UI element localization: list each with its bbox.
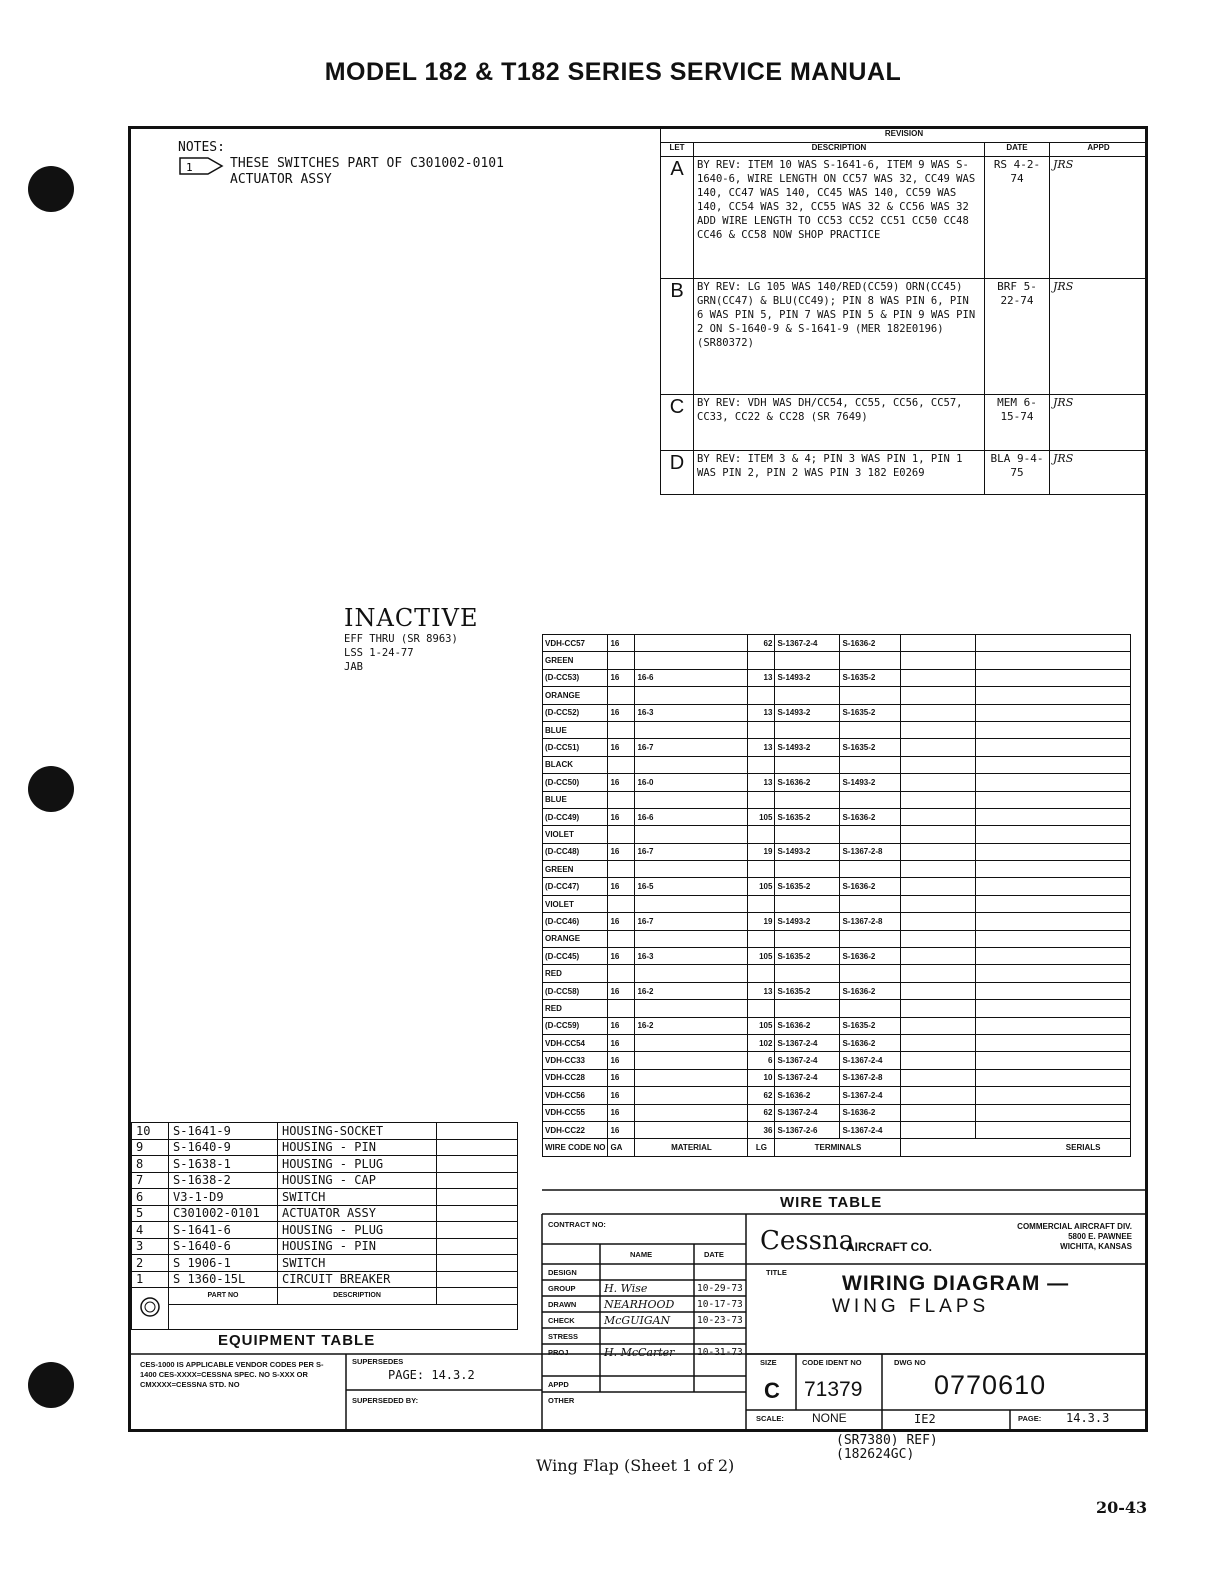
sign-row-date: 10-31-73 — [697, 1347, 743, 1358]
wire-cell: 13 — [748, 982, 775, 999]
equipment-cell: HOUSING - CAP — [278, 1172, 437, 1189]
revision-approval: JRS — [1050, 157, 1148, 279]
revision-approval: JRS — [1050, 279, 1148, 395]
equipment-cell: S 1906-1 — [169, 1255, 278, 1272]
wire-cell: S-1367-2-4 — [840, 1087, 901, 1104]
equipment-cell: 10 — [132, 1123, 169, 1140]
company-logo: Cessna — [760, 1226, 855, 1256]
note-line-2: ACTUATOR ASSY — [230, 172, 332, 187]
address-line-1: 5800 E. PAWNEE — [1068, 1232, 1132, 1241]
wire-cell: S-1635-2 — [775, 982, 840, 999]
figure-caption: Wing Flap (Sheet 1 of 2) — [536, 1456, 735, 1475]
revision-col-appd: APPD — [1050, 143, 1148, 157]
wire-cell: 16 — [608, 843, 635, 860]
wire-cell: S-1367-2-4 — [775, 635, 840, 652]
wire-cell: 102 — [748, 1034, 775, 1051]
wire-cell: 16-6 — [635, 808, 748, 825]
wire-cell: S-1635-2 — [840, 739, 901, 756]
wire-cell: 19 — [748, 913, 775, 930]
wire-cell: GREEN — [543, 652, 608, 669]
equipment-cell: 2 — [132, 1255, 169, 1272]
wire-cell: 13 — [748, 774, 775, 791]
wire-cell: ORANGE — [543, 687, 608, 704]
equipment-cell: S-1640-6 — [169, 1238, 278, 1255]
wire-col-code: WIRE CODE NO — [543, 1139, 608, 1156]
equipment-cell: ACTUATOR ASSY — [278, 1205, 437, 1222]
wire-cell: (D-CC52) — [543, 704, 608, 721]
page-number: 20-43 — [1096, 1498, 1148, 1517]
wire-cell: (D-CC59) — [543, 1017, 608, 1034]
wire-cell: 16 — [608, 982, 635, 999]
company-suffix: AIRCRAFT CO. — [846, 1240, 932, 1254]
wire-cell: 62 — [748, 1104, 775, 1121]
date-label: DATE — [704, 1250, 724, 1259]
wire-cell: (D-CC58) — [543, 982, 608, 999]
equipment-table-title: EQUIPMENT TABLE — [218, 1332, 376, 1349]
flag-note-number: 1 — [186, 161, 193, 174]
inactive-line-2: LSS 1-24-77 — [344, 647, 414, 659]
wire-cell: S-1493-2 — [775, 843, 840, 860]
sign-row-label: APPD — [548, 1380, 569, 1389]
sign-row-date: 10-29-73 — [697, 1283, 743, 1294]
equipment-cell: 9 — [132, 1139, 169, 1156]
wire-cell: RED — [543, 965, 608, 982]
supersedes-value: PAGE: 14.3.2 — [388, 1368, 475, 1382]
wire-cell: 16 — [608, 913, 635, 930]
wire-cell: 16-7 — [635, 913, 748, 930]
wire-cell: S-1367-2-8 — [840, 843, 901, 860]
wire-cell: 16 — [608, 1087, 635, 1104]
address-line-2: WICHITA, KANSAS — [1060, 1242, 1132, 1251]
equipment-cell: SWITCH — [278, 1189, 437, 1206]
size-value: C — [764, 1378, 780, 1403]
wire-cell: 13 — [748, 739, 775, 756]
wire-cell: S-1635-2 — [775, 878, 840, 895]
wire-cell: 16 — [608, 1052, 635, 1069]
revision-date: BRF 5-22-74 — [985, 279, 1050, 395]
sign-row-label: DRAWN — [548, 1300, 577, 1309]
page-title: MODEL 182 & T182 SERIES SERVICE MANUAL — [324, 58, 902, 86]
wire-cell: (D-CC51) — [543, 739, 608, 756]
wire-cell: 6 — [748, 1052, 775, 1069]
scale-value: NONE — [812, 1411, 847, 1425]
equipment-cell: HOUSING - PLUG — [278, 1156, 437, 1173]
wire-cell: 16 — [608, 635, 635, 652]
drawing-title-line-2: WING FLAPS — [832, 1296, 990, 1317]
wire-cell: 16-5 — [635, 878, 748, 895]
equipment-cell: 1 — [132, 1271, 169, 1288]
wire-cell: 10 — [748, 1069, 775, 1086]
equipment-cell: HOUSING - PLUG — [278, 1222, 437, 1239]
equipment-cell: S 1360-15L — [169, 1271, 278, 1288]
code-ident-label: CODE IDENT NO — [802, 1358, 862, 1367]
wire-cell: 16-3 — [635, 948, 748, 965]
sign-row-label: CHECK — [548, 1316, 575, 1325]
revision-date: BLA 9-4-75 — [985, 451, 1050, 495]
ref-note-line-1: (SR7380) REF) — [836, 1433, 938, 1448]
wire-cell: 16-7 — [635, 843, 748, 860]
size-label: SIZE — [760, 1358, 777, 1367]
division: COMMERCIAL AIRCRAFT DIV. — [1017, 1222, 1132, 1231]
equipment-cell: 8 — [132, 1156, 169, 1173]
sign-row-name: McGUIGAN — [604, 1314, 671, 1327]
wire-cell: VDH-CC57 — [543, 635, 608, 652]
wire-cell: S-1635-2 — [840, 669, 901, 686]
wire-cell: 16 — [608, 739, 635, 756]
wire-cell: S-1493-2 — [840, 774, 901, 791]
equipment-cell: HOUSING - PIN — [278, 1238, 437, 1255]
revision-letter: C — [661, 395, 694, 451]
inactive-line-3: JAB — [344, 661, 363, 673]
notes-label: NOTES: — [178, 140, 225, 155]
wire-cell: 16 — [608, 878, 635, 895]
wire-cell: S-1636-2 — [840, 948, 901, 965]
wire-cell: BLACK — [543, 756, 608, 773]
ref-note — [836, 1434, 938, 1462]
company-address — [948, 1222, 1132, 1252]
wire-cell: 16 — [608, 669, 635, 686]
dwg-no-value: 0770610 — [934, 1370, 1047, 1400]
revision-approval: JRS — [1050, 451, 1148, 495]
title-label: TITLE — [766, 1268, 787, 1277]
wire-cell: S-1636-2 — [840, 1034, 901, 1051]
wire-cell: VDH-CC55 — [543, 1104, 608, 1121]
wire-cell: 16 — [608, 808, 635, 825]
equipment-cell: CIRCUIT BREAKER — [278, 1271, 437, 1288]
wire-cell: 16 — [608, 704, 635, 721]
wire-col-terminals: TERMINALS — [775, 1139, 901, 1156]
equipment-cell: S-1638-2 — [169, 1172, 278, 1189]
wire-cell: S-1635-2 — [840, 704, 901, 721]
wire-cell: VDH-CC56 — [543, 1087, 608, 1104]
wire-col-serials: SERIALS — [901, 1139, 1131, 1156]
wire-cell: 16 — [608, 1121, 635, 1138]
wire-cell: S-1367-2-4 — [840, 1121, 901, 1138]
wire-col-material: MATERIAL — [635, 1139, 748, 1156]
revision-date: RS 4-2-74 — [985, 157, 1050, 279]
equipment-cell: S-1641-9 — [169, 1123, 278, 1140]
equipment-cell: 6 — [132, 1189, 169, 1206]
wire-cell: (D-CC49) — [543, 808, 608, 825]
wire-cell: 105 — [748, 878, 775, 895]
contract-label: CONTRACT NO: — [548, 1220, 606, 1229]
wire-cell: S-1636-2 — [775, 1087, 840, 1104]
equipment-cell: S-1638-1 — [169, 1156, 278, 1173]
wire-cell: (D-CC46) — [543, 913, 608, 930]
wire-cell: (D-CC53) — [543, 669, 608, 686]
revision-title: REVISION — [661, 129, 1148, 143]
sign-row-label: DESIGN — [548, 1268, 577, 1277]
wire-cell: ORANGE — [543, 930, 608, 947]
sign-row-label: STRESS — [548, 1332, 579, 1341]
wire-cell: S-1636-2 — [775, 1017, 840, 1034]
wire-cell: 16 — [608, 774, 635, 791]
revision-col-date: DATE — [985, 143, 1050, 157]
equipment-cell: 3 — [132, 1238, 169, 1255]
wire-cell: S-1493-2 — [775, 739, 840, 756]
revision-description: BY REV: ITEM 3 & 4; PIN 3 WAS PIN 1, PIN 1 WAS PIN 2, PIN 2 WAS PIN 3 182 E0269 — [694, 451, 985, 495]
wire-cell: 13 — [748, 704, 775, 721]
wire-cell: 16-2 — [635, 1017, 748, 1034]
wire-cell: 16-0 — [635, 774, 748, 791]
wire-cell: S-1635-2 — [775, 808, 840, 825]
wire-cell: S-1367-2-4 — [775, 1052, 840, 1069]
equipment-cell: C301002-0101 — [169, 1205, 278, 1222]
wire-cell: VDH-CC54 — [543, 1034, 608, 1051]
wire-cell: S-1636-2 — [840, 878, 901, 895]
page-value: 14.3.3 — [1066, 1411, 1110, 1425]
wire-cell: BLUE — [543, 721, 608, 738]
wire-cell: S-1367-2-4 — [775, 1104, 840, 1121]
equipment-cell: V3-1-D9 — [169, 1189, 278, 1206]
wire-cell: 13 — [748, 669, 775, 686]
ie-value: IE2 — [914, 1412, 936, 1426]
equipment-cell: SWITCH — [278, 1255, 437, 1272]
wire-cell: S-1636-2 — [840, 808, 901, 825]
wire-cell: GREEN — [543, 861, 608, 878]
wire-cell: 16-7 — [635, 739, 748, 756]
superseded-by-label: SUPERSEDED BY: — [352, 1396, 419, 1405]
wire-cell: BLUE — [543, 791, 608, 808]
wire-cell: VDH-CC28 — [543, 1069, 608, 1086]
wire-cell: (D-CC50) — [543, 774, 608, 791]
wire-col-ga: GA — [608, 1139, 635, 1156]
wire-cell: S-1367-2-4 — [775, 1034, 840, 1051]
revision-col-desc: DESCRIPTION — [694, 143, 985, 157]
ref-note-line-2: (182624GC) — [836, 1447, 915, 1462]
wire-cell: RED — [543, 1000, 608, 1017]
inactive-title: INACTIVE — [344, 604, 479, 632]
wire-cell: VIOLET — [543, 826, 608, 843]
wire-cell: S-1636-2 — [840, 982, 901, 999]
note-line-1: THESE SWITCHES PART OF C301002-0101 — [230, 156, 504, 171]
wire-cell: VDH-CC33 — [543, 1052, 608, 1069]
wire-cell: S-1493-2 — [775, 913, 840, 930]
sign-row-name: H. McCarter — [604, 1346, 675, 1359]
name-label: NAME — [630, 1250, 653, 1259]
supersedes-label: SUPERSEDES — [352, 1357, 404, 1366]
wire-cell: S-1636-2 — [775, 774, 840, 791]
wire-cell: S-1367-2-6 — [775, 1121, 840, 1138]
sign-row-name: NEARHOOD — [604, 1298, 675, 1311]
wire-cell: 16 — [608, 1069, 635, 1086]
revision-date: MEM 6-15-74 — [985, 395, 1050, 451]
wire-cell: S-1367-2-8 — [840, 913, 901, 930]
wire-cell: 16 — [608, 1104, 635, 1121]
wire-cell: 16-6 — [635, 669, 748, 686]
wire-table-title: WIRE TABLE — [780, 1194, 883, 1211]
wire-cell: 62 — [748, 635, 775, 652]
revision-description: BY REV: LG 105 WAS 140/RED(CC59) ORN(CC45) GRN(CC47) & BLU(CC49); PIN 8 WAS PIN 6, PIN 6 WAS PIN 5, PIN 7 WAS PIN 5 & PIN 9 WAS PIN 2 ON S-1640-9 & S-1641-9 (MER 182E0196) (SR80372) — [694, 279, 985, 395]
equip-col-part: PART NO — [169, 1288, 278, 1305]
sign-row-label: OTHER — [548, 1396, 575, 1405]
code-ident-value: 71379 — [804, 1378, 863, 1401]
wire-cell: 16-2 — [635, 982, 748, 999]
wire-cell: 36 — [748, 1121, 775, 1138]
wire-cell: 105 — [748, 1017, 775, 1034]
page-label: PAGE: — [1018, 1414, 1042, 1423]
wire-cell: S-1367-2-4 — [775, 1069, 840, 1086]
sign-row-name: H. Wise — [604, 1282, 648, 1295]
sign-row-label: GROUP — [548, 1284, 576, 1293]
wire-cell: S-1635-2 — [775, 948, 840, 965]
revision-letter: A — [661, 157, 694, 279]
revision-letter: D — [661, 451, 694, 495]
wire-cell: 16 — [608, 948, 635, 965]
wire-cell: 16 — [608, 1034, 635, 1051]
inactive-line-1: EFF THRU (SR 8963) — [344, 633, 458, 645]
wire-cell: S-1493-2 — [775, 669, 840, 686]
wire-cell: 105 — [748, 808, 775, 825]
wire-cell: S-1636-2 — [840, 1104, 901, 1121]
wire-cell: 19 — [748, 843, 775, 860]
revision-description: BY REV: ITEM 10 WAS S-1641-6, ITEM 9 WAS S-1640-6, WIRE LENGTH ON CC57 WAS 32, CC49 WAS 140, CC47 WAS 140, CC45 WAS 140, CC59 WAS 140, CC54 WAS 32, CC55 WAS 32 & CC56 WAS 32 ADD WIRE LENGTH TO CC53 CC52 CC51 CC50 CC48 CC46 & CC58 NOW SHOP PRACTICE — [694, 157, 985, 279]
scale-label: SCALE: — [756, 1414, 784, 1423]
wire-col-lg: LG — [748, 1139, 775, 1156]
wire-cell: S-1367-2-8 — [840, 1069, 901, 1086]
wire-cell: 105 — [748, 948, 775, 965]
revision-description: BY REV: VDH WAS DH/CC54, CC55, CC56, CC57, CC33, CC22 & CC28 (SR 7649) — [694, 395, 985, 451]
equipment-cell: HOUSING - PIN — [278, 1139, 437, 1156]
wire-cell: (D-CC48) — [543, 843, 608, 860]
wire-cell: 16 — [608, 1017, 635, 1034]
equipment-cell: 5 — [132, 1205, 169, 1222]
wire-cell: S-1636-2 — [840, 635, 901, 652]
sign-row-date: 10-17-73 — [697, 1299, 743, 1310]
ces-note: CES-1000 IS APPLICABLE VENDOR CODES PER S-1400 CES-XXXX=CESSNA SPEC. NO S-XXX OR CMXXXX=CESSNA STD. NO — [140, 1360, 324, 1389]
wire-cell: S-1635-2 — [840, 1017, 901, 1034]
wire-cell: S-1367-2-4 — [840, 1052, 901, 1069]
wire-cell: (D-CC45) — [543, 948, 608, 965]
wire-cell: VIOLET — [543, 895, 608, 912]
wire-cell: (D-CC47) — [543, 878, 608, 895]
equip-col-desc: DESCRIPTION — [278, 1288, 437, 1305]
dwg-no-label: DWG NO — [894, 1358, 926, 1367]
revision-approval: JRS — [1050, 395, 1148, 451]
drawing-title-line-1: WIRING DIAGRAM — — [842, 1272, 1070, 1295]
equipment-cell: S-1640-9 — [169, 1139, 278, 1156]
revision-col-let: LET — [661, 143, 694, 157]
sign-row-label: PROJ — [548, 1348, 569, 1357]
wire-cell: 62 — [748, 1087, 775, 1104]
equipment-cell: S-1641-6 — [169, 1222, 278, 1239]
revision-letter: B — [661, 279, 694, 395]
equipment-cell: 4 — [132, 1222, 169, 1239]
wire-cell: VDH-CC22 — [543, 1121, 608, 1138]
equipment-cell: HOUSING-SOCKET — [278, 1123, 437, 1140]
sign-row-date: 10-23-73 — [697, 1315, 743, 1326]
wire-cell: 16-3 — [635, 704, 748, 721]
equipment-cell: 7 — [132, 1172, 169, 1189]
wire-cell: S-1493-2 — [775, 704, 840, 721]
